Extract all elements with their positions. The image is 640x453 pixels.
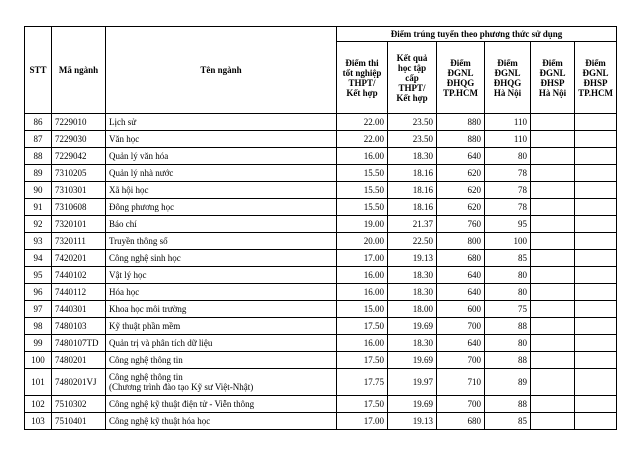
row-major-name [106, 165, 337, 182]
row-score-dhsp-hcm [575, 165, 617, 182]
header-group: Điểm trúng tuyển theo phương thức sử dụng [337, 27, 617, 42]
row-major-code: 7320101 [52, 216, 106, 233]
row-stt: 96 [25, 284, 52, 301]
row-major-name [106, 114, 337, 131]
row-score-dhsp-hcm [575, 114, 617, 131]
row-score-thpt: 15.50 [337, 199, 388, 216]
row-major-code: 7510302 [52, 396, 106, 413]
row-major-name-line: Đông phương học [109, 202, 175, 212]
row-major-name [106, 267, 337, 284]
row-score-dhsp-hn [531, 301, 575, 318]
row-score-thpt: 16.00 [337, 284, 388, 301]
row-score-hoc-ba: 18.30 [388, 335, 437, 352]
row-major-code: 7440112 [52, 284, 106, 301]
row-score-dgnl-hcm: 700 [437, 352, 485, 369]
row-major-name [106, 216, 337, 233]
row-score-dhsp-hcm [575, 250, 617, 267]
row-score-dhsp-hn [531, 148, 575, 165]
row-score-dhsp-hn [531, 216, 575, 233]
row-major-name-line: Hóa học [109, 287, 140, 297]
row-score-thpt: 19.00 [337, 216, 388, 233]
row-stt: 91 [25, 199, 52, 216]
row-stt: 98 [25, 318, 52, 335]
row-score-dhsp-hn [531, 413, 575, 430]
row-score-dhsp-hn [531, 284, 575, 301]
row-score-dgnl-hn: 85 [485, 250, 531, 267]
row-score-dgnl-hcm: 800 [437, 233, 485, 250]
row-major-name [106, 413, 337, 430]
row-score-hoc-ba: 22.50 [388, 233, 437, 250]
row-score-dgnl-hcm: 880 [437, 131, 485, 148]
table-row [25, 131, 617, 148]
row-stt: 102 [25, 396, 52, 413]
row-major-name-line: Vật lý học [109, 270, 147, 280]
row-score-hoc-ba: 18.00 [388, 301, 437, 318]
row-score-hoc-ba: 19.13 [388, 413, 437, 430]
row-score-dgnl-hcm: 700 [437, 318, 485, 335]
row-major-name [106, 131, 337, 148]
row-score-hoc-ba: 19.69 [388, 396, 437, 413]
row-major-name [106, 250, 337, 267]
table-row [25, 352, 617, 369]
row-score-dgnl-hcm: 600 [437, 301, 485, 318]
row-stt: 88 [25, 148, 52, 165]
table-row [25, 413, 617, 430]
row-score-thpt: 17.00 [337, 250, 388, 267]
row-stt: 100 [25, 352, 52, 369]
row-major-name [106, 182, 337, 199]
row-major-code: 7310301 [52, 182, 106, 199]
row-major-code: 7229010 [52, 114, 106, 131]
row-score-dhsp-hcm [575, 148, 617, 165]
row-score-dhsp-hcm [575, 301, 617, 318]
row-score-dhsp-hcm [575, 199, 617, 216]
row-score-dgnl-hn: 85 [485, 413, 531, 430]
table-row [25, 267, 617, 284]
row-stt: 95 [25, 267, 52, 284]
row-stt: 92 [25, 216, 52, 233]
row-major-name-line: Quản trị và phân tích dữ liệu [109, 338, 213, 348]
row-score-dhsp-hn [531, 352, 575, 369]
row-score-dgnl-hcm: 700 [437, 396, 485, 413]
row-major-code: 7310205 [52, 165, 106, 182]
row-score-dgnl-hcm: 760 [437, 216, 485, 233]
row-score-dgnl-hcm: 620 [437, 199, 485, 216]
row-score-dgnl-hn: 78 [485, 182, 531, 199]
row-score-dhsp-hn [531, 199, 575, 216]
row-score-hoc-ba: 18.30 [388, 284, 437, 301]
row-score-hoc-ba: 19.13 [388, 250, 437, 267]
row-score-dgnl-hcm: 620 [437, 165, 485, 182]
row-score-dgnl-hcm: 640 [437, 267, 485, 284]
table-body [25, 114, 617, 430]
row-score-hoc-ba: 21.37 [388, 216, 437, 233]
row-major-code: 7310608 [52, 199, 106, 216]
row-score-hoc-ba: 18.30 [388, 267, 437, 284]
row-score-dhsp-hn [531, 318, 575, 335]
row-score-thpt: 15.50 [337, 165, 388, 182]
row-score-dhsp-hn [531, 369, 575, 396]
row-major-code: 7229042 [52, 148, 106, 165]
row-stt: 97 [25, 301, 52, 318]
row-stt: 94 [25, 250, 52, 267]
row-major-name-line: Kỹ thuật phần mềm [109, 321, 181, 331]
row-score-dgnl-hn: 80 [485, 267, 531, 284]
row-score-dgnl-hn: 100 [485, 233, 531, 250]
header-col-hoc-ba: Kết quả học tập cấp THPT/ Kết hợp [388, 42, 437, 114]
row-major-code: 7480107TD [52, 335, 106, 352]
header-name: Tên ngành [106, 27, 337, 114]
row-major-name-line: Công nghệ kỹ thuật hóa học [109, 416, 211, 426]
row-score-dgnl-hn: 88 [485, 352, 531, 369]
row-major-code: 7229030 [52, 131, 106, 148]
row-score-dgnl-hn: 80 [485, 335, 531, 352]
header-col-thpt: Điểm thi tốt nghiệp THPT/ Kết hợp [337, 42, 388, 114]
row-score-dhsp-hn [531, 250, 575, 267]
row-stt: 86 [25, 114, 52, 131]
row-major-name-line: Quản lý nhà nước [109, 168, 174, 178]
row-major-code: 7480201VJ [52, 369, 106, 396]
row-score-dhsp-hcm [575, 352, 617, 369]
row-major-code: 7320111 [52, 233, 106, 250]
row-major-name [106, 301, 337, 318]
row-major-name-line: Công nghệ kỹ thuật điện tử - Viễn thông [109, 399, 255, 409]
row-score-dhsp-hn [531, 114, 575, 131]
row-stt: 90 [25, 182, 52, 199]
header-col-dgnl-hcm: Điểm ĐGNL ĐHQG TP.HCM [437, 42, 485, 114]
row-score-dgnl-hcm: 680 [437, 413, 485, 430]
row-score-dhsp-hcm [575, 284, 617, 301]
header-stt: STT [25, 27, 52, 114]
row-score-dgnl-hn: 110 [485, 131, 531, 148]
row-score-thpt: 17.50 [337, 396, 388, 413]
row-score-thpt: 16.00 [337, 335, 388, 352]
row-score-thpt: 17.50 [337, 352, 388, 369]
table-row [25, 396, 617, 413]
row-major-name-line: Quản lý văn hóa [109, 151, 169, 161]
row-score-dgnl-hcm: 880 [437, 114, 485, 131]
row-score-dgnl-hn: 89 [485, 369, 531, 396]
row-score-thpt: 16.00 [337, 148, 388, 165]
row-score-thpt: 15.00 [337, 301, 388, 318]
row-score-hoc-ba: 23.50 [388, 114, 437, 131]
row-score-dhsp-hn [531, 233, 575, 250]
row-score-dgnl-hn: 95 [485, 216, 531, 233]
row-major-name [106, 318, 337, 335]
table-row [25, 301, 617, 318]
row-major-name [106, 148, 337, 165]
row-score-thpt: 17.75 [337, 369, 388, 396]
row-score-thpt: 20.00 [337, 233, 388, 250]
row-major-name-line: Khoa học môi trường [109, 304, 187, 314]
row-score-hoc-ba: 19.97 [388, 369, 437, 396]
row-major-name [106, 284, 337, 301]
row-score-dgnl-hcm: 640 [437, 148, 485, 165]
row-score-dgnl-hn: 88 [485, 396, 531, 413]
row-score-dhsp-hcm [575, 318, 617, 335]
row-score-dhsp-hn [531, 131, 575, 148]
header-col-dhsp-hn: Điểm ĐGNL ĐHSP Hà Nội [531, 42, 575, 114]
row-score-dhsp-hcm [575, 369, 617, 396]
row-score-thpt: 22.00 [337, 131, 388, 148]
row-score-dgnl-hn: 80 [485, 284, 531, 301]
row-major-name-line: Công nghệ sinh học [109, 253, 181, 263]
row-score-dhsp-hcm [575, 413, 617, 430]
row-score-thpt: 16.00 [337, 267, 388, 284]
row-score-dhsp-hn [531, 267, 575, 284]
row-major-name-line: (Chương trình đào tạo Kỹ sư Việt-Nhật) [109, 382, 254, 392]
row-score-dgnl-hn: 78 [485, 199, 531, 216]
row-score-thpt: 17.00 [337, 413, 388, 430]
row-stt: 99 [25, 335, 52, 352]
row-score-hoc-ba: 18.16 [388, 182, 437, 199]
table-row [25, 250, 617, 267]
row-major-name [106, 369, 337, 396]
row-major-code: 7420201 [52, 250, 106, 267]
row-major-code: 7480103 [52, 318, 106, 335]
row-score-dgnl-hcm: 620 [437, 182, 485, 199]
row-major-name [106, 335, 337, 352]
row-score-dgnl-hn: 78 [485, 165, 531, 182]
row-score-hoc-ba: 18.30 [388, 148, 437, 165]
row-major-name-line: Công nghệ thông tin [109, 355, 183, 365]
row-score-dhsp-hcm [575, 396, 617, 413]
row-major-code: 7510401 [52, 413, 106, 430]
table-row [25, 284, 617, 301]
row-major-code: 7480201 [52, 352, 106, 369]
row-major-code: 7440102 [52, 267, 106, 284]
row-score-dhsp-hcm [575, 267, 617, 284]
row-score-dhsp-hn [531, 182, 575, 199]
admission-score-table [24, 26, 617, 430]
row-score-dhsp-hcm [575, 131, 617, 148]
row-score-hoc-ba: 23.50 [388, 131, 437, 148]
row-score-hoc-ba: 18.16 [388, 199, 437, 216]
row-score-thpt: 22.00 [337, 114, 388, 131]
row-score-dgnl-hcm: 640 [437, 335, 485, 352]
header-col-dgnl-hn: Điểm ĐGNL ĐHQG Hà Nội [485, 42, 531, 114]
row-score-dhsp-hn [531, 396, 575, 413]
table-row [25, 114, 617, 131]
row-score-dgnl-hcm: 710 [437, 369, 485, 396]
row-score-dhsp-hcm [575, 182, 617, 199]
table-row [25, 182, 617, 199]
row-score-dgnl-hcm: 640 [437, 284, 485, 301]
row-score-dgnl-hcm: 680 [437, 250, 485, 267]
row-stt: 89 [25, 165, 52, 182]
header-col-dhsp-hcm: Điểm ĐGNL ĐHSP TP.HCM [575, 42, 617, 114]
row-score-dhsp-hn [531, 335, 575, 352]
table-row [25, 199, 617, 216]
row-score-thpt: 17.50 [337, 318, 388, 335]
row-score-dhsp-hcm [575, 335, 617, 352]
table-header [25, 27, 617, 114]
row-score-dgnl-hn: 80 [485, 148, 531, 165]
row-major-name-line: Truyền thông số [109, 236, 168, 246]
row-major-name [106, 199, 337, 216]
row-stt: 87 [25, 131, 52, 148]
table-row [25, 335, 617, 352]
header-code: Mã ngành [52, 27, 106, 114]
row-score-hoc-ba: 19.69 [388, 352, 437, 369]
row-score-dgnl-hn: 110 [485, 114, 531, 131]
table-row [25, 165, 617, 182]
row-score-dhsp-hcm [575, 233, 617, 250]
table-row [25, 233, 617, 250]
row-score-hoc-ba: 18.16 [388, 165, 437, 182]
row-score-dhsp-hn [531, 165, 575, 182]
row-stt: 101 [25, 369, 52, 396]
table-row [25, 318, 617, 335]
table-row [25, 216, 617, 233]
row-score-dhsp-hcm [575, 216, 617, 233]
row-major-name-line: Lịch sử [109, 117, 137, 127]
row-major-code: 7440301 [52, 301, 106, 318]
row-major-name [106, 396, 337, 413]
table-row [25, 369, 617, 396]
row-major-name [106, 352, 337, 369]
row-major-name-line: Xã hội học [109, 185, 149, 195]
row-score-dgnl-hn: 88 [485, 318, 531, 335]
row-major-name-line: Công nghệ thông tin [109, 372, 183, 382]
row-stt: 103 [25, 413, 52, 430]
row-major-name-line: Báo chí [109, 219, 137, 229]
row-major-name [106, 233, 337, 250]
row-score-dgnl-hn: 75 [485, 301, 531, 318]
row-major-name-line: Văn học [109, 134, 140, 144]
row-score-thpt: 15.50 [337, 182, 388, 199]
row-stt: 93 [25, 233, 52, 250]
table-row [25, 148, 617, 165]
row-score-hoc-ba: 19.69 [388, 318, 437, 335]
